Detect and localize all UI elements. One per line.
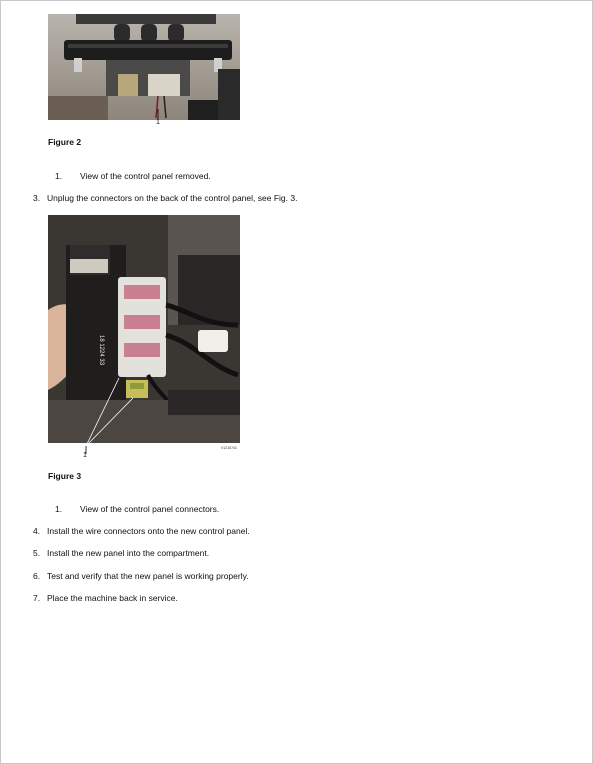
- figure-3-callout-lines: [81, 376, 141, 456]
- figure-3-photo: [48, 215, 240, 443]
- figure-3-step: [55, 504, 219, 514]
- step-text: Unplug the connectors on the back of the control panel, see Fig. 3.: [47, 193, 298, 203]
- step-4: [33, 526, 250, 536]
- step-6: [33, 571, 249, 581]
- step-number: 1.: [55, 504, 63, 514]
- step-text: View of the control panel removed.: [80, 171, 211, 181]
- step-number: 7.: [33, 593, 41, 603]
- step-3: [33, 193, 297, 203]
- figure-2-photo: [48, 14, 240, 120]
- control-panel-removed-image: [48, 14, 240, 120]
- figure-3-image-code: V1216741: [221, 446, 237, 450]
- control-panel-connectors-image: [48, 215, 240, 443]
- figure-2-callout-number: 1: [156, 119, 160, 126]
- figure-2-step: [55, 171, 211, 181]
- figure-2-image-code: V1216740: [221, 115, 237, 119]
- step-number: 3.: [33, 193, 41, 203]
- step-text: Install the new panel into the compartment.: [47, 548, 210, 558]
- step-text: Place the machine back in service.: [47, 593, 178, 603]
- step-text: View of the control panel connectors.: [80, 504, 220, 514]
- step-5: [33, 548, 209, 558]
- svg-text:18 1224 33: 18 1224 33: [98, 335, 104, 366]
- step-number: 4.: [33, 526, 41, 536]
- step-text: Install the wire connectors onto the new control panel.: [47, 526, 250, 536]
- step-number: 1.: [55, 171, 63, 181]
- figure-2-caption: Figure 2: [48, 137, 82, 147]
- step-number: 6.: [33, 571, 41, 581]
- figure-3-callout-number: 1: [83, 452, 87, 459]
- step-number: 5.: [33, 548, 41, 558]
- figure-3-caption: Figure 3: [48, 471, 82, 481]
- step-text: Test and verify that the new panel is working properly.: [47, 571, 249, 581]
- step-7: [33, 593, 178, 603]
